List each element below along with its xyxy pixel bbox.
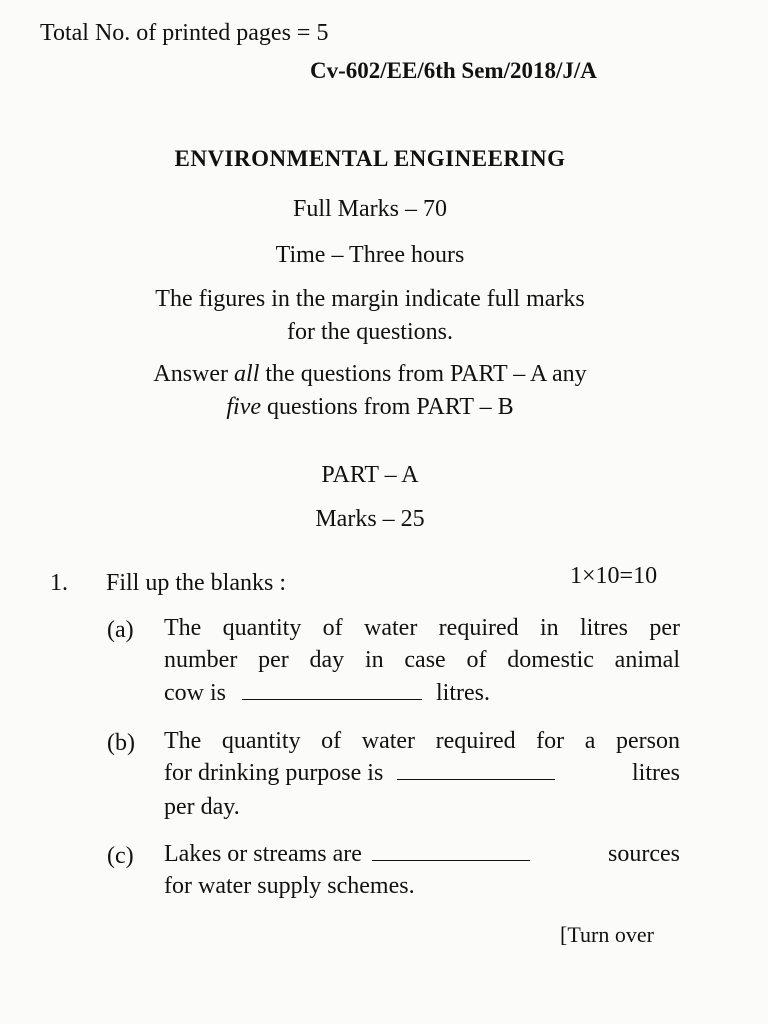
exam-time: Time – Three hours [275, 242, 465, 268]
item-c-post: sources [608, 841, 680, 867]
item-a-pre: cow is [164, 680, 226, 706]
item-b-label: (b) [107, 730, 135, 756]
part-heading: PART – A [321, 462, 419, 488]
item-a-label: (a) [107, 617, 134, 643]
item-b-blank [397, 779, 555, 780]
answer-instruction-line-2 [0, 394, 740, 421]
item-a-line-2: number per day in case of domestic animal [164, 647, 680, 673]
instruction-line-2: for the questions. [287, 319, 453, 345]
question-marks: 1×10=10 [570, 563, 658, 589]
answer-post: the questions from PART – A any [259, 361, 587, 387]
answer-emphasis-all: all [234, 361, 260, 387]
item-b-post: litres [632, 760, 680, 786]
item-a-blank [242, 699, 422, 700]
item-c-pre: Lakes or streams are [164, 841, 362, 867]
paper-code: Cv-602/EE/6th Sem/2018/J/A [310, 58, 597, 83]
item-a-line-3 [164, 680, 490, 707]
item-b-line-3: per day. [164, 794, 240, 820]
item-a-post: litres. [436, 680, 490, 706]
item-c-blank [372, 860, 530, 861]
exam-title: ENVIRONMENTAL ENGINEERING [174, 146, 566, 171]
question-number: 1. [50, 570, 68, 596]
item-c-line-2: for water supply schemes. [164, 873, 415, 899]
answer-instruction-line-1 [0, 361, 740, 388]
question-text: Fill up the blanks : [106, 570, 286, 596]
item-c-line-1 [164, 841, 680, 868]
part-marks: Marks – 25 [315, 506, 425, 532]
total-pages: Total No. of printed pages = 5 [40, 20, 329, 46]
instruction-line-1: The figures in the margin indicate full marks [155, 286, 585, 312]
item-a-line-1: The quantity of water required in litres per [164, 615, 680, 641]
item-c-label: (c) [107, 843, 134, 869]
full-marks: Full Marks – 70 [292, 196, 447, 222]
turn-over: [Turn over [560, 922, 654, 947]
answer-pre: Answer [153, 361, 235, 387]
answer-post-2: questions from PART – B [261, 394, 514, 420]
answer-emphasis-five: five [226, 394, 262, 420]
item-b-line-1: The quantity of water required for a person [164, 728, 680, 754]
item-b-line-2 [164, 760, 680, 787]
item-b-pre: for drinking purpose is [164, 760, 384, 786]
